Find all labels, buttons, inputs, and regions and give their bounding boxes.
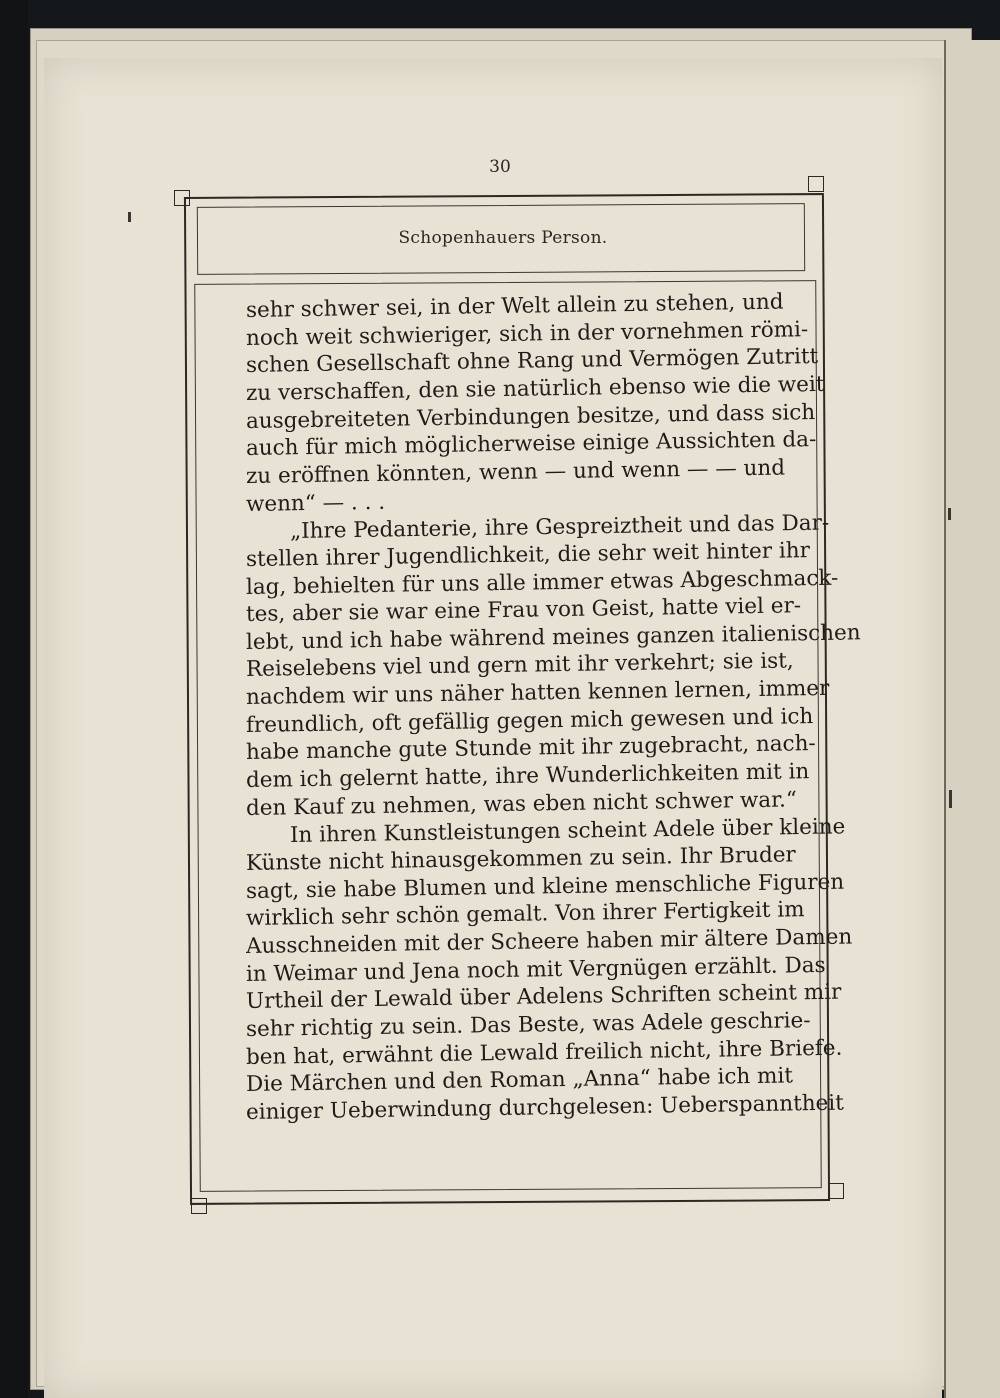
running-head: Schopenhauers Person. [398,228,608,248]
text-line: in Weimar und Jena noch mit Vergnügen erzählt. Das [245,952,826,987]
text-line: stellen ihrer Jugendlichkeit, die sehr weit hinter ihr [245,537,811,572]
page-number: 30 [489,157,511,177]
text-line: ausgebreiteten Verbindungen besitze, und dass sich [245,399,816,434]
frame-corner-bottom-right [828,1183,844,1199]
text-line: sehr richtig zu sein. Das Beste, was Adele geschrie- [245,1008,811,1042]
text-line: Reiselebens viel und gern mit ihr verkehrt; sie ist, [245,648,794,683]
text-line: Künste nicht hinausgekommen zu sein. Ihr Bruder [245,842,796,876]
text-line: sehr schwer sei, in der Welt allein zu stehen, und [245,289,784,323]
text-line: auch für mich möglicherweise einige Aussichten da- [245,427,817,462]
text-line: Die Märchen und den Roman „Anna“ habe ich mit [245,1063,794,1098]
margin-mark [128,212,131,222]
frame-corner-top-left [174,190,190,206]
facing-page-edge [944,40,1000,1398]
text-line: zu eröffnen könnten, wenn — und wenn — — und [245,455,786,489]
text-line: dem ich gelernt hatte, ihre Wunderlichkeiten mit in [245,759,810,794]
text-line: „Ihre Pedanterie, ihre Gespreiztheit und das Dar- [289,510,830,545]
text-line: noch weit schwieriger, sich in der vornehmen römi- [245,316,809,351]
margin-mark [948,508,951,520]
text-line: Ausschneiden mit der Scheere haben mir ältere Damen [245,924,853,959]
frame-corner-top-right [808,176,824,192]
text-line: nachdem wir uns näher hatten kennen lernen, immer [245,675,830,711]
text-line: zu verschaffen, den sie natürlich ebenso wie die weit [245,371,825,406]
text-line: schen Gesellschaft ohne Rang und Vermögen Zutritt [245,344,819,379]
text-line: lag, behielten für uns alle immer etwas Abgeschmack- [245,565,839,600]
text-line: habe manche gute Stunde mit ihr zugebracht, nach- [245,731,816,766]
text-line: wirklich sehr schön gemalt. Von ihrer Fertigkeit im [245,897,805,932]
book-gutter-shadow [0,0,28,1398]
margin-mark [949,790,952,808]
text-line: In ihren Kunstleistungen scheint Adele über kleine [289,814,846,849]
text-line: freundlich, oft gefällig gegen mich gewesen und ich [245,703,814,738]
text-line: tes, aber sie war eine Frau von Geist, hatte viel er- [245,593,802,628]
text-line: einiger Ueberwindung durchgelesen: Ueberspanntheit [245,1090,845,1125]
text-line: Urtheil der Lewald über Adelens Schriften scheint mir [245,979,842,1015]
text-line: sagt, sie habe Blumen und kleine menschliche Figuren [245,869,845,904]
text-line: den Kauf zu nehmen, was eben nicht schwer war.“ [245,787,798,821]
text-line: lebt, und ich habe während meines ganzen italienischen [245,620,861,655]
text-line: ben hat, erwähnt die Lewald freilich nicht, ihre Briefe. [245,1035,843,1070]
frame-corner-bottom-left [191,1198,207,1214]
text-line: wenn“ — . . . [245,489,386,517]
